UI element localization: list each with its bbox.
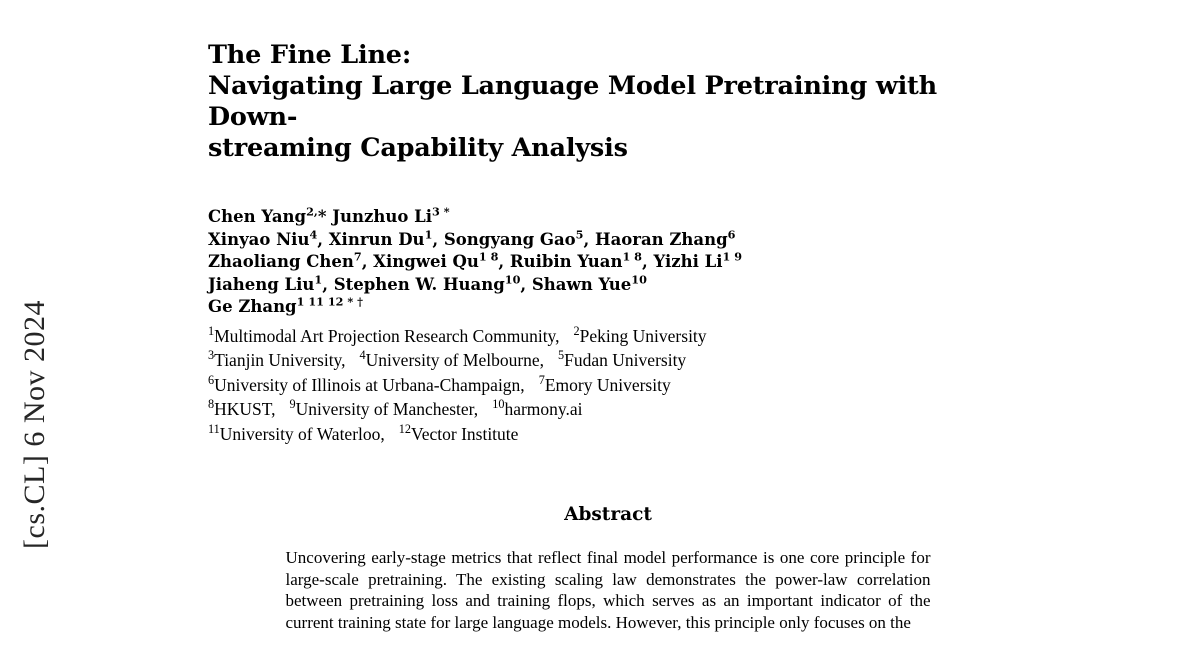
abstract-heading: Abstract [564, 504, 652, 525]
author-line [208, 274, 1008, 297]
author-affiliation-marker: 3 * [431, 204, 450, 219]
affiliation-marker: 11 [208, 421, 220, 436]
author-name: , Ruibin Yuan [498, 252, 623, 271]
author-name: , Songyang Gao [432, 229, 576, 249]
affiliation-marker: 7 [538, 372, 545, 387]
affiliation-marker: 2 [573, 323, 580, 338]
affiliation-name: University of Waterloo, [219, 423, 385, 444]
author-name: Zhaoliang Chen [208, 252, 354, 271]
author-affiliation-marker: 6 [727, 227, 736, 241]
affiliation-name: Fudan University [564, 350, 687, 370]
title-line-1: The Fine Line: [208, 40, 412, 70]
abstract-body [286, 547, 931, 633]
affiliation-line [208, 324, 1008, 349]
affiliation-name: University of Manchester, [295, 399, 479, 419]
author-affiliation-marker: 1 11 12 * † [296, 294, 363, 309]
affiliation-marker: 5 [558, 348, 565, 363]
author-affiliation-marker: 1 [424, 227, 433, 241]
author-name: , Xinrun Du [317, 229, 425, 249]
affiliation-marker: 6 [208, 372, 215, 387]
affiliation-marker: 4 [359, 348, 366, 363]
author-name: , Shawn Yue [520, 274, 632, 294]
affiliation-line [208, 373, 1008, 398]
affiliation-name: University of Illinois at Urbana-Champaign, [214, 374, 525, 395]
author-name: , Stephen W. Huang [322, 274, 505, 294]
author-list [208, 206, 1008, 319]
author-affiliation-marker: 1 9 [722, 249, 743, 264]
author-line [208, 229, 1008, 252]
affiliation-marker: 3 [208, 348, 215, 363]
affiliation-marker: 9 [289, 397, 296, 412]
author-affiliation-marker: 1 8 [622, 249, 642, 264]
arxiv-identifier-stamp: [cs.CL] 6 Nov 2024 [18, 300, 51, 549]
paper-content [208, 40, 1008, 633]
author-name: Jiaheng Liu [208, 274, 315, 294]
affiliation-name: Emory University [544, 374, 671, 395]
affiliation-name: Tianjin University, [214, 350, 346, 370]
author-affiliation-marker: 10 [504, 272, 521, 286]
author-affiliation-marker: 1 [314, 272, 323, 286]
affiliation-line [208, 348, 1008, 373]
author-name: , Haoran Zhang [583, 229, 728, 249]
author-affiliation-marker: 5 [575, 227, 584, 241]
author-name: Ge Zhang [208, 297, 297, 316]
affiliation-marker: 8 [208, 397, 215, 412]
affiliation-line [208, 397, 1008, 422]
affiliation-line [208, 422, 1008, 447]
affiliation-name: Multimodal Art Projection Research Community, [214, 325, 560, 346]
author-name: , Yizhi Li [641, 252, 723, 271]
affiliation-name: University of Melbourne, [365, 350, 545, 370]
author-affiliation-marker: 10 [631, 272, 647, 286]
author-name: , Xingwei Qu [361, 252, 479, 271]
author-name: Chen Yang [208, 207, 307, 226]
author-line [208, 296, 1008, 319]
affiliation-name: Vector Institute [411, 423, 519, 444]
affiliation-marker: 12 [398, 421, 412, 436]
author-name: * [317, 207, 327, 226]
author-line [208, 251, 1008, 274]
affiliation-marker: 1 [208, 323, 215, 338]
affiliation-marker: 10 [492, 397, 505, 412]
title-line-2: Navigating Large Language Model Pretraining with Down- [208, 71, 937, 132]
author-affiliation-marker: 4 [309, 227, 318, 241]
affiliation-name: harmony.ai [504, 399, 583, 419]
author-affiliation-marker: 7 [353, 249, 362, 264]
author-name: Xinyao Niu [208, 229, 310, 249]
title-line-3: streaming Capability Analysis [208, 133, 628, 163]
abstract-paragraph: Uncovering early-stage metrics that reflect final model performance is one core principle for large-scale pretraining. The existing scaling law demonstrates the power-law correlation between pretraining loss and training flops, which serves as an important indicator of the current training state for large language models. However, this principle only focuses on the [285, 548, 931, 632]
affiliation-name: Peking University [579, 325, 707, 346]
page-title [208, 40, 1008, 164]
affiliation-list [208, 324, 1008, 447]
author-line [208, 206, 1008, 229]
author-affiliation-marker: 1 8 [478, 249, 499, 264]
affiliation-name: HKUST, [214, 399, 276, 419]
author-name: Junzhuo Li [326, 207, 432, 226]
author-affiliation-marker: 2, [306, 204, 318, 219]
